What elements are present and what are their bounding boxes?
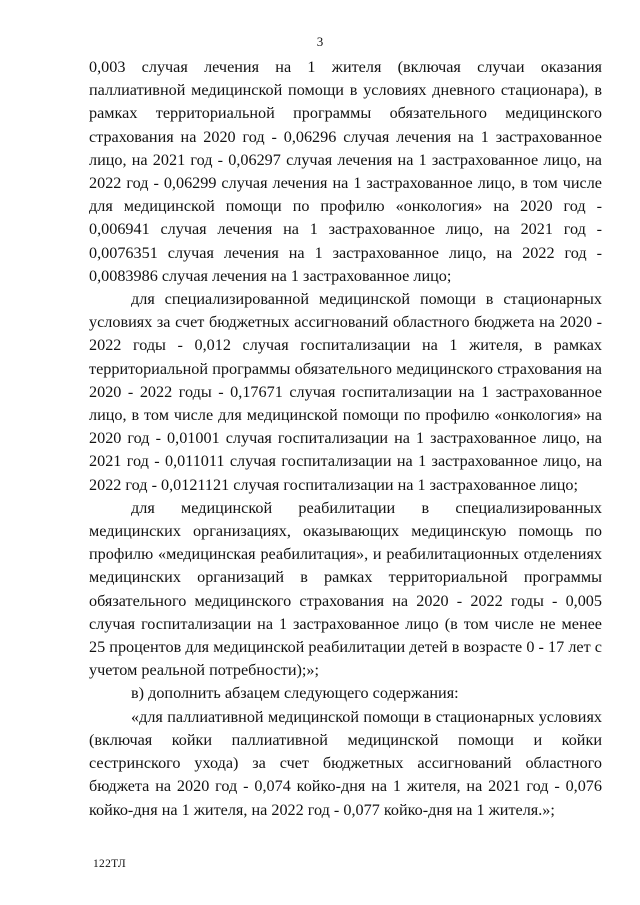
page-number: 3 (316, 34, 324, 49)
paragraph-specialized-care: для специализированной медицинской помощи в стационарных условиях за счет бюджетных ассигнований областного бюджета на 2020 - 2022 годы - 0,012 случая госпитализации на 1 жителя, в рамках территориальной программы обязательного медицинского страхования на 2020 - 2022 годы - 0,17671 случая госпитализации на 1 застрахованное лицо, в том числе для медицинской помощи по профилю «онкология» на 2020 год - 0,01001 случая госпитализации на 1 застрахованное лицо, на 2021 год - 0,011011 случая госпитализации на 1 застрахованное лицо, на 2022 год - 0,0121121 случая госпитализации на 1 застрахованное лицо; (89, 290, 602, 494)
document-code: 122ТЛ (93, 858, 127, 870)
document-body (89, 56, 602, 822)
paragraph-day-hospital: 0,003 случая лечения на 1 жителя (включая случаи оказания паллиативной медицинской помощи в условиях дневного стационара), в рамках территориальной программы обязательного медицинского страхования на 2020 год - 0,06296 случая лечения на 1 застрахованное лицо, на 2021 год - 0,06297 случая лечения на 1 застрахованное лицо, на 2022 год - 0,06299 случая лечения на 1 застрахованное лицо, в том числе для медицинской помощи по профилю «онкология» на 2020 год - 0,006941 случая лечения на 1 застрахованное лицо, на 2021 год - 0,0076351 случая лечения на 1 застрахованное лицо, на 2022 год - 0,0083986 случая лечения на 1 застрахованное лицо; (89, 58, 602, 285)
paragraph-rehabilitation: для медицинской реабилитации в специализированных медицинских организациях, оказывающих медицинскую помощь по профилю «медицинская реабилитация», и реабилитационных отделениях медицинских организаций в рамках территориальной программы обязательного медицинского страхования на 2020 - 2022 годы - 0,005 случая госпитализации на 1 застрахованное лицо (в том числе не менее 25 процентов для медицинской реабилитации детей в возрасте 0 - 17 лет с учетом реальной потребности);»; (89, 498, 602, 680)
paragraph-palliative-care: «для паллиативной медицинской помощи в стационарных условиях (включая койки паллиативной медицинской помощи и койки сестринского ухода) за счет бюджетных ассигнований областного бюджета на 2020 год - 0,074 койко-дня на 1 жителя, на 2021 год - 0,076 койко-дня на 1 жителя, на 2022 год - 0,077 койко-дня на 1 жителя.»; (89, 707, 602, 819)
paragraph-amendment-intro: в) дополнить абзацем следующего содержания: (131, 684, 459, 703)
